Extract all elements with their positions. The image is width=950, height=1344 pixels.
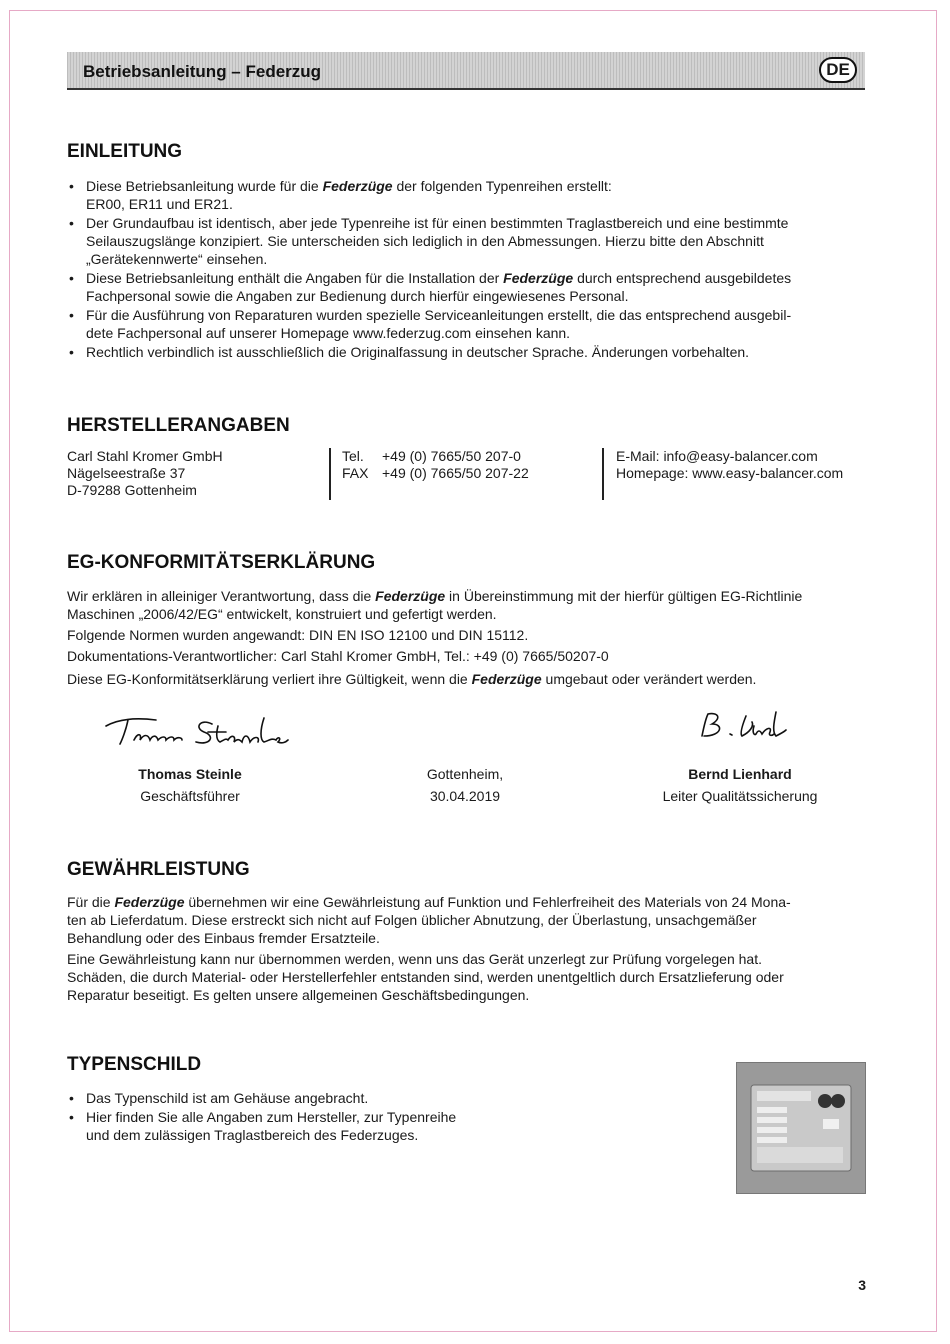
warranty-paragraph-1 <box>67 893 867 947</box>
page-number: 3 <box>858 1277 866 1293</box>
eg-validity <box>67 670 867 688</box>
signature-bernd-lienhard <box>694 708 794 744</box>
text: Für die <box>67 894 115 910</box>
signer-role: Leiter Qualitätssicherung <box>662 788 818 804</box>
text: Diese Betriebsanleitung wurde für die <box>86 178 323 194</box>
manufacturer-phone-fax <box>342 448 529 482</box>
text: ER00, ER11 und ER21. <box>86 196 233 212</box>
signer-name: Thomas Steinle <box>138 766 242 782</box>
text: ten ab Lieferdatum. Diese erstreckt sich nicht auf Folgen üblicher Abnutzung, der Überlastung, unsachgemäßer <box>67 912 757 928</box>
signer-role: Geschäftsführer <box>140 788 240 804</box>
text: • Hier finden Sie alle Angaben zum Hersteller, zur Typenreihe <box>86 1109 457 1125</box>
eg-responsible: Dokumentations-Verantwortlicher: Carl Stahl Kromer GmbH, Tel.: +49 (0) 7665/50207-0 <box>67 648 609 664</box>
divider <box>602 448 604 500</box>
type-plate-image <box>737 1063 865 1193</box>
homepage: Homepage: www.easy-balancer.com <box>616 465 844 481</box>
text: Eine Gewährleistung kann nur übernommen werden, wenn uns das Gerät unzerlegt zur Prüfung vorgelegen hat. <box>67 951 762 967</box>
text: • Der Grundaufbau ist identisch, aber jede Typenreihe ist für einen bestimmten Traglastbereich und eine bestimmte <box>86 215 789 231</box>
email: E-Mail: info@easy-balancer.com <box>616 448 818 464</box>
eg-declaration <box>67 587 867 623</box>
text: • Das Typenschild ist am Gehäuse angebracht. <box>86 1090 369 1106</box>
text: Reparatur beseitigt. Es gelten unsere allgemeinen Geschäftsbedingungen. <box>67 987 530 1003</box>
manufacturer-web <box>616 448 843 482</box>
signature-place: Gottenheim, <box>426 766 504 782</box>
text: übernehmen wir eine Gewährleistung auf Funktion und Fehlerfreiheit des Materials von 24 Mona- <box>184 894 791 910</box>
section-title-hersteller: HERSTELLERANGABEN <box>67 415 290 436</box>
section-title-typenschild: TYPENSCHILD <box>67 1054 202 1075</box>
signature-date: 30.04.2019 <box>429 788 501 804</box>
signature-thomas-steinle <box>100 710 290 750</box>
manufacturer-address <box>67 448 223 499</box>
text: Behandlung oder des Einbaus fremder Ersatzteile. <box>67 930 380 946</box>
text: Diese EG-Konformitätserklärung verliert ihre Gültigkeit, wenn die <box>67 671 472 687</box>
text: umgebaut oder verändert werden. <box>541 671 757 687</box>
text: • Rechtlich verbindlich ist ausschließlich die Originalfassung in deutscher Sprache. Änderungen vorbehalten. <box>86 344 750 360</box>
eg-standards: Folgende Normen wurden angewandt: DIN EN ISO 12100 und DIN 15112. <box>67 627 529 643</box>
language-badge: DE <box>819 57 857 83</box>
list-item <box>67 1089 507 1107</box>
text: der folgenden Typenreihen erstellt: <box>392 178 612 194</box>
phone-label: Tel. <box>342 448 364 464</box>
text: Schäden, die durch Material- oder Herstellerfehler entstanden sind, werden unentgeltlich durch Ersatzlieferung oder <box>67 969 784 985</box>
text: • Für die Ausführung von Reparaturen wurden spezielle Serviceanleitungen erstellt, die das entsprechend ausgebil- <box>86 307 792 323</box>
text: Maschinen „2006/42/EG“ entwickelt, konstruiert und gefertigt werden. <box>67 606 497 622</box>
list-item <box>67 343 867 361</box>
list-item <box>67 177 867 213</box>
section-title-gewaehrleistung: GEWÄHRLEISTUNG <box>67 859 250 880</box>
warranty-paragraph-2 <box>67 950 867 1004</box>
text: Fachpersonal sowie die Angaben zur Bedienung durch hierfür eingewiesenes Personal. <box>86 288 629 304</box>
city: D-79288 Gottenheim <box>67 482 197 498</box>
header-bar <box>67 52 865 90</box>
text: Diese Betriebsanleitung enthält die Angaben für die Installation der <box>86 270 504 286</box>
list-item <box>67 214 867 268</box>
text: durch entsprechend ausgebildetes <box>573 270 792 286</box>
text: „Gerätekennwerte“ einsehen. <box>86 251 268 267</box>
company-name: Carl Stahl Kromer GmbH <box>67 448 223 464</box>
product-term: Federzüge <box>375 588 446 604</box>
list-item <box>67 306 867 342</box>
phone-number: +49 (0) 7665/50 207-0 <box>382 448 521 464</box>
typenschild-list <box>67 1089 507 1145</box>
type-plate-photo <box>736 1062 866 1194</box>
text: dete Fachpersonal auf unserer Homepage www.federzug.com einsehen kann. <box>86 325 571 341</box>
text: in Übereinstimmung mit der hierfür gültigen EG-Richtlinie <box>445 588 803 604</box>
text: und dem zulässigen Traglastbereich des Federzuges. <box>86 1127 419 1143</box>
text: Wir erklären in alleiniger Verantwortung, dass die <box>67 588 376 604</box>
fax-label: FAX <box>342 465 369 481</box>
product-term: Federzüge <box>114 894 185 910</box>
section-title-eg: EG-KONFORMITÄTSERKLÄRUNG <box>67 552 376 573</box>
section-title-einleitung: EINLEITUNG <box>67 141 183 162</box>
product-term: Federzüge <box>503 270 574 286</box>
street: Nägelseestraße 37 <box>67 465 186 481</box>
product-term: Federzüge <box>471 671 542 687</box>
fax-number: +49 (0) 7665/50 207-22 <box>382 465 529 481</box>
divider <box>329 448 331 500</box>
document-title: Betriebsanleitung – Federzug <box>83 62 322 81</box>
signer-name: Bernd Lienhard <box>688 766 792 782</box>
text: Seilauszugslänge konzipiert. Sie unterscheiden sich lediglich in den Abmessungen. Hierzu bitte den Abschnitt <box>86 233 764 249</box>
einleitung-list <box>67 177 867 362</box>
list-item <box>67 269 867 305</box>
list-item <box>67 1108 507 1144</box>
product-term: Federzüge <box>322 178 393 194</box>
